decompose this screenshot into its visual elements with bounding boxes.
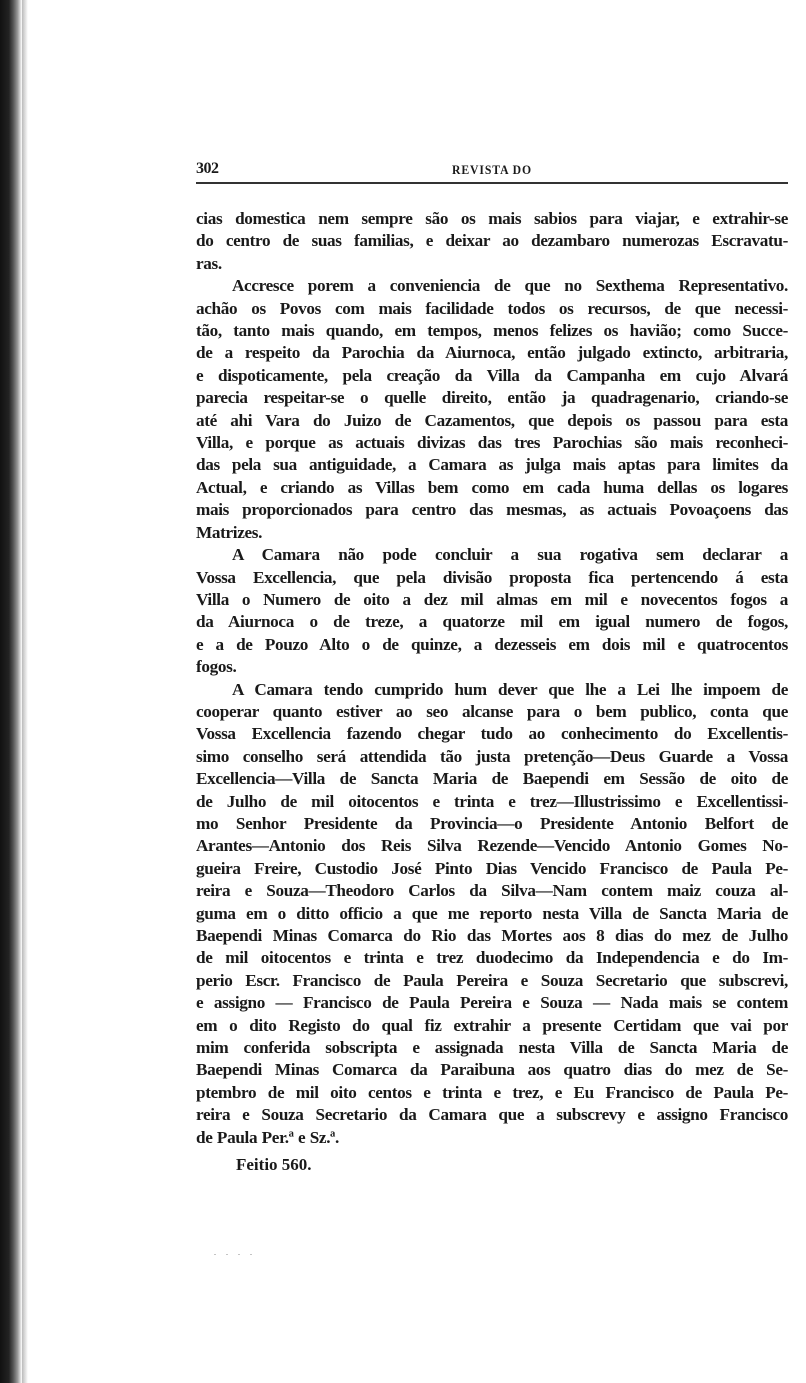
text-line: Villa o Numero de oito a dez mil almas em mil e novecentos fogos a [196,589,788,609]
paragraph [196,544,788,678]
text-line: e dispoticamente, pela creação da Villa da Campanha em cujo Alvará [196,365,788,385]
paragraph [196,679,788,1150]
text-line: Baependi Minas Comarca da Paraibuna aos quatro dias do mez de Se- [196,1060,788,1080]
paragraph [196,208,788,275]
text-line: cias domestica nem sempre são os mais sabios para viajar, e extrahir-se [196,209,788,228]
header-rule [196,182,788,184]
text-line: de a respeito da Parochia da Aiurnoca, então julgado extincto, arbitraria, [196,343,788,363]
text-line: ras. [196,253,222,273]
text-line: Accresce porem a conveniencia de que no Sexthema Representativo. [232,276,788,296]
text-line: da Aiurnoca o de treze, a quatorze mil em igual numero de fogos, [196,612,788,632]
text-line: mo Senhor Presidente da Provincia—o Presidente Antonio Belfort de [196,813,788,833]
text-line: de mil oitocentos e trinta e trez duodecimo da Independencia e do Im- [196,948,788,968]
body-text [196,208,788,1149]
text-line: e assigno — Francisco de Paula Pereira e Souza — Nada mais se contem [196,993,788,1013]
text-line: de Julho de mil oitocentos e trinta e trez—Illustrissimo e Excellentissi- [196,791,788,811]
text-line: do centro de suas familias, e deixar ao dezambaro numerozas Escravatu- [196,231,788,251]
text-line: das pela sua antiguidade, a Camara as julga mais aptas para limites da [196,455,788,475]
text-line: Vossa Excellencia, que pela divisão proposta fica pertencendo á esta [196,567,788,587]
text-line: em o dito Registo do qual fiz extrahir a presente Certidam que vai por [196,1015,788,1035]
text-line: Excellencia—Villa de Sancta Maria de Baependi em Sessão de oito de [196,769,788,789]
text-line: cooperar quanto estiver ao seo alcanse para o bem publico, conta que [196,701,788,721]
text-line: reira e Souza Secretario da Camara que a subscrevy e assigno Francisco [196,1105,788,1125]
text-line: gueira Freire, Custodio José Pinto Dias Vencido Francisco de Paula Pe- [196,858,788,878]
text-line: achão os Povos com mais facilidade todos os recursos, de que necessi- [196,298,788,318]
text-line: mim conferida sobscripta e assignada nesta Villa de Sancta Maria de [196,1038,788,1058]
stray-marks: . . . . [214,1248,256,1257]
text-line: parecia respeitar-se o quelle direito, então ja quadragenario, criando-se [196,388,788,408]
text-line: Villa, e porque as actuais divizas das tres Parochias são mais reconheci- [196,433,788,453]
text-line: guma em o ditto officio a que me reporto nesta Villa de Sancta Maria de [196,903,788,923]
text-line: e a de Pouzo Alto o de quinze, a dezesseis em dois mil e quatrocentos [196,634,788,654]
text-line: Arantes—Antonio dos Reis Silva Rezende—Vencido Antonio Gomes No- [196,836,788,856]
book-binding-edge [0,0,22,1383]
text-line: A Camara não pode concluir a sua rogativa sem declarar a [232,545,788,565]
running-title: REVISTA DO [452,162,532,177]
text-line: até ahi Vara do Juizo de Cazamentos, que depois os passou para esta [196,410,788,430]
text-line: Actual, e criando as Villas bem como em cada huma dellas os logares [196,477,788,497]
text-line: ptembro de mil oito centos e trinta e trez, e Eu Francisco de Paula Pe- [196,1082,788,1102]
document-page [196,156,788,1175]
closing-line: Feitio 560. [236,1155,312,1175]
text-line: A Camara tendo cumprido hum dever que lhe a Lei lhe impoem de [232,679,788,699]
text-line: de Paula Per.ª e Sz.ª. [196,1127,339,1147]
text-line: simo conselho será attendida tão justa pretenção—Deus Guarde a Vossa [196,746,788,766]
text-line: fogos. [196,657,237,677]
book-binding-shadow [22,0,28,1383]
running-header [196,156,788,178]
text-line: perio Escr. Francisco de Paula Pereira e Souza Secretario que subscrevi, [196,970,788,990]
text-line: reira e Souza—Theodoro Carlos da Silva—Nam contem maiz couza al- [196,881,788,901]
text-line: tão, tanto mais quando, em tempos, menos felizes os havião; como Succe- [196,321,788,341]
text-line: mais proporcionados para centro das mesmas, as actuais Povoaçoens das [196,500,788,520]
paragraph [196,275,788,544]
text-line: Matrizes. [196,522,263,542]
text-line: Baependi Minas Comarca do Rio das Mortes aos 8 dias do mez de Julho [196,926,788,945]
page-number: 302 [196,160,219,177]
text-line: Vossa Excellencia fazendo chegar tudo ao conhecimento do Excellentis- [196,724,788,744]
